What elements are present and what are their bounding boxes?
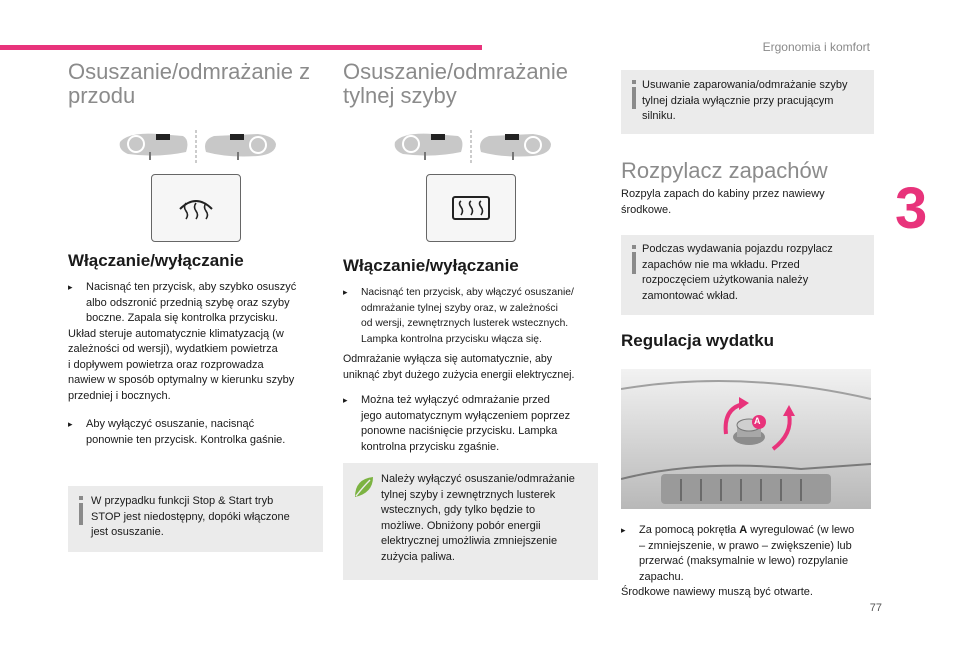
front-defrost-icon: [152, 175, 240, 241]
rear-instructions: [343, 285, 605, 455]
text-fragment: wyregulować (w lewo: [747, 524, 855, 536]
paragraph: Środkowe nawiewy muszą być otwarte.: [621, 586, 813, 598]
paragraph: [343, 352, 605, 383]
text-line: zapachów nie ma wkładu. Przed: [642, 258, 800, 271]
paragraph: [621, 187, 825, 218]
text-line: możliwe. Obniżony pobór energii: [381, 519, 541, 532]
info-box-stop-start: [68, 486, 323, 552]
info-icon: [629, 80, 639, 110]
text-line: i dopływem powietrza oraz rozprowadza: [68, 358, 264, 371]
info-icon: [76, 496, 86, 526]
text-line: zapachu.: [639, 570, 684, 583]
text-line: ponowne naciśnięcie przycisku. Lampka: [361, 425, 558, 437]
text-line: przedniej i bocznych.: [68, 389, 171, 402]
section-header: Ergonomia i komfort: [762, 40, 870, 54]
bullet-marker-icon: ▸: [68, 282, 73, 292]
dashboard-vent-illustration: [621, 369, 871, 509]
page-number: 77: [869, 602, 882, 614]
text-line: Rozpyla zapach do kabiny przez nawiewy: [621, 188, 825, 200]
text-line: uniknąć zbyt dużego zużycia energii elektrycznej.: [343, 368, 575, 381]
bullet-marker-icon: ▸: [68, 419, 73, 429]
text-line: Lampka kontrolna przycisku włącza się.: [361, 333, 542, 345]
eco-leaf-icon: [353, 475, 375, 499]
bullet-marker-icon: ▸: [343, 395, 348, 405]
paragraph: [68, 327, 330, 405]
bullet-item: [68, 280, 330, 327]
title-line: tylnej szyby: [343, 83, 457, 108]
text-line: jest osuszanie.: [91, 526, 164, 538]
front-instructions: [68, 280, 330, 448]
text-line: tylnej szyby i zewnętrznych lusterek: [381, 488, 556, 501]
text-line: odmrażanie tylnej szyby oraz, w zależności: [361, 302, 558, 314]
text-line: Układ steruje automatycznie klimatyzacją (w: [68, 327, 284, 340]
rear-defrost-button[interactable]: [426, 174, 516, 242]
text-line: ponownie ten przycisk. Kontrolka gaśnie.: [86, 433, 286, 446]
text-line: Można też wyłączyć odmrażanie przed: [361, 394, 550, 406]
text-line: wstecznych, gdy tylko będzie to: [381, 504, 536, 516]
text-line: rozpoczęciem użytkowania należy: [642, 274, 809, 286]
dashboard-controls-illustration: [393, 128, 553, 166]
text-line: Nacisnąć ten przycisk, aby szybko osuszyć: [86, 281, 297, 293]
text-line: przerwać (maksymalnie w lewo) rozpylanie: [639, 555, 849, 567]
bullet-marker-icon: ▸: [621, 525, 626, 535]
text-line: Należy wyłączyć osuszanie/odmrażanie: [381, 473, 575, 485]
bullet-item: [621, 523, 881, 585]
text-line: od wersji, zewnętrznych lusterek wstecznych.: [361, 318, 569, 329]
front-defrost-button[interactable]: [151, 174, 241, 242]
text-line: Aby wyłączyć osuszanie, nacisnąć: [86, 418, 255, 430]
text-line: Nacisnąć ten przycisk, aby włączyć osuszanie/: [361, 287, 574, 298]
flow-instructions: [621, 523, 881, 601]
text-line: jego automatycznym wyłączeniem poprzez: [361, 409, 571, 422]
rear-defrost-icon: [427, 175, 515, 241]
eco-box: [343, 463, 598, 580]
text-line: silniku.: [642, 110, 676, 122]
text-line: elektrycznej umożliwia zmniejszenie: [381, 535, 558, 547]
text-line: tylnej działa wyłącznie przy pracującym: [642, 94, 834, 107]
bullet-item: [343, 285, 605, 347]
text-line: boczne. Zapala się kontrolka przycisku.: [86, 312, 278, 324]
fragrance-dial-photo: [621, 369, 871, 509]
title-front-defrost: [68, 60, 330, 108]
text-line: zamontować wkład.: [642, 289, 738, 302]
dial-label-a: A: [754, 416, 761, 426]
text-line: zależności od wersji), wydatkiem powietrza: [68, 343, 278, 355]
info-box-cartridge: [621, 235, 874, 315]
bullet-item: [68, 417, 330, 448]
bullet-item: [343, 393, 605, 455]
subtitle-flow-adjust: Regulacja wydatku: [621, 331, 775, 350]
text-line: [639, 523, 881, 539]
text-line: W przypadku funkcji Stop & Start tryb: [91, 495, 274, 507]
text-line: nawiew w sposób optymalny w kierunku szyby: [68, 374, 295, 386]
header-accent-bar: [0, 45, 482, 50]
title-line: przodu: [68, 83, 136, 108]
title-rear-defrost: [343, 60, 603, 108]
column-rear-defrost: [343, 60, 603, 108]
dashboard-controls-illustration: [118, 128, 278, 166]
text-line: Usuwanie zaparowania/odmrażanie szyby: [642, 79, 848, 91]
chapter-number: 3: [895, 176, 928, 241]
text-line: Odmrażanie wyłącza się automatycznie, aby: [343, 353, 553, 365]
text-line: środkowe.: [621, 203, 672, 216]
bullet-marker-icon: ▸: [343, 287, 348, 297]
info-icon: [629, 245, 639, 275]
text-line: zużycia paliwa.: [381, 550, 455, 563]
subtitle-on-off-rear: Włączanie/wyłączanie: [343, 256, 519, 275]
column-front-defrost: [68, 60, 330, 108]
text-line: albo odszronić przednią szybę oraz szyby: [86, 296, 290, 309]
text-line: kontrolna przycisku zgaśnie.: [361, 440, 500, 453]
text-fragment: Za pomocą pokrętła: [639, 524, 740, 536]
info-box-engine: [621, 70, 874, 134]
text-line: Podczas wydawania pojazdu rozpylacz: [642, 243, 833, 255]
text-line: STOP jest niedostępny, dopóki włączone: [91, 510, 290, 523]
title-fragrance: Rozpylacz zapachów: [621, 158, 828, 183]
title-line: Osuszanie/odmrażanie z: [68, 59, 311, 84]
title-line: Osuszanie/odmrażanie: [343, 59, 569, 84]
text-line: – zmniejszenie, w prawo – zwiększenie) lub: [639, 539, 852, 552]
subtitle-on-off-front: Włączanie/wyłączanie: [68, 251, 244, 270]
dial-reference: A: [739, 524, 748, 536]
